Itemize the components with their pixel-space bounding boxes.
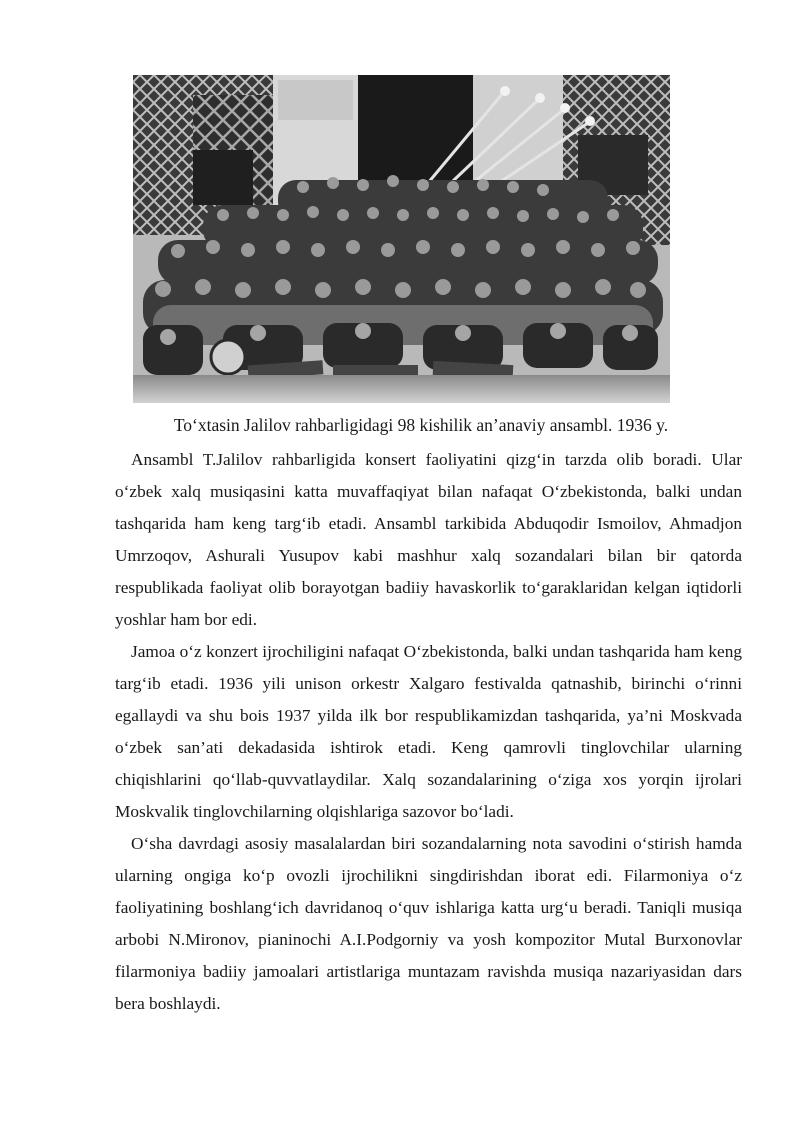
body-text	[115, 444, 742, 1020]
ensemble-photo	[133, 75, 670, 403]
paragraph: Ansambl T.Jalilov rahbarligida konsert faoliyatini qizg‘in tarzda olib boradi. Ular o‘zbek xalq musiqasini katta muvaffaqiyat bilan nafaqat O‘zbekistonda, balki undan tashqarida ham keng targ‘ib etadi. Ansambl tarkibida Abduqodir Ismoilov, Ahmadjon Umrzoqov, Ashurali Yusupov kabi mashhur xalq sozandalari bilan bir qatorda respublikada faoliyat olib borayotgan badiiy havaskorlik to‘garaklaridan kelgan iqtidorli yoshlar ham bor edi.	[115, 450, 742, 629]
paragraph: O‘sha davrdagi asosiy masalalardan biri sozandalarning nota savodini o‘stirish hamda ularning ongiga ko‘p ovozli ijrochilikni singdirishdan iborat edi. Filarmoniya o‘z faoliyatining boshlang‘ich davridanoq o‘quv ishlariga katta urg‘u beradi. Taniqli musiqa arbobi N.Mironov, pianinochi A.I.Podgorniy va yosh kompozitor Mutal Burxonovlar filarmoniya badiiy jamoalari artistlariga muntazam ravishda musiqa nazariyasidan dars bera boshlaydi.	[115, 834, 742, 1013]
paragraph: Jamoa o‘z konzert ijrochiligini nafaqat O‘zbekistonda, balki undan tashqarida ham keng targ‘ib etadi. 1936 yili unison orkestr Xalgaro festivalda qatnashib, birinchi o‘rinni egallaydi va shu bois 1937 yilda ilk bor respublikamizdan tashqarida, ya’ni Moskvada o‘zbek san’ati dekadasida ishtirok etadi. Keng qamrovli tinglovchilar ularning chiqishlarini qo‘llab-quvvatlaydilar. Xalq sozandalarining o‘ziga xos yorqin ijrolari Moskvalik tinglovchilarning olqishlariga sazovor bo‘ladi.	[115, 642, 742, 821]
figure-caption: To‘xtasin Jalilov rahbarligidagi 98 kishilik an’anaviy ansambl. 1936 y.	[173, 415, 669, 435]
